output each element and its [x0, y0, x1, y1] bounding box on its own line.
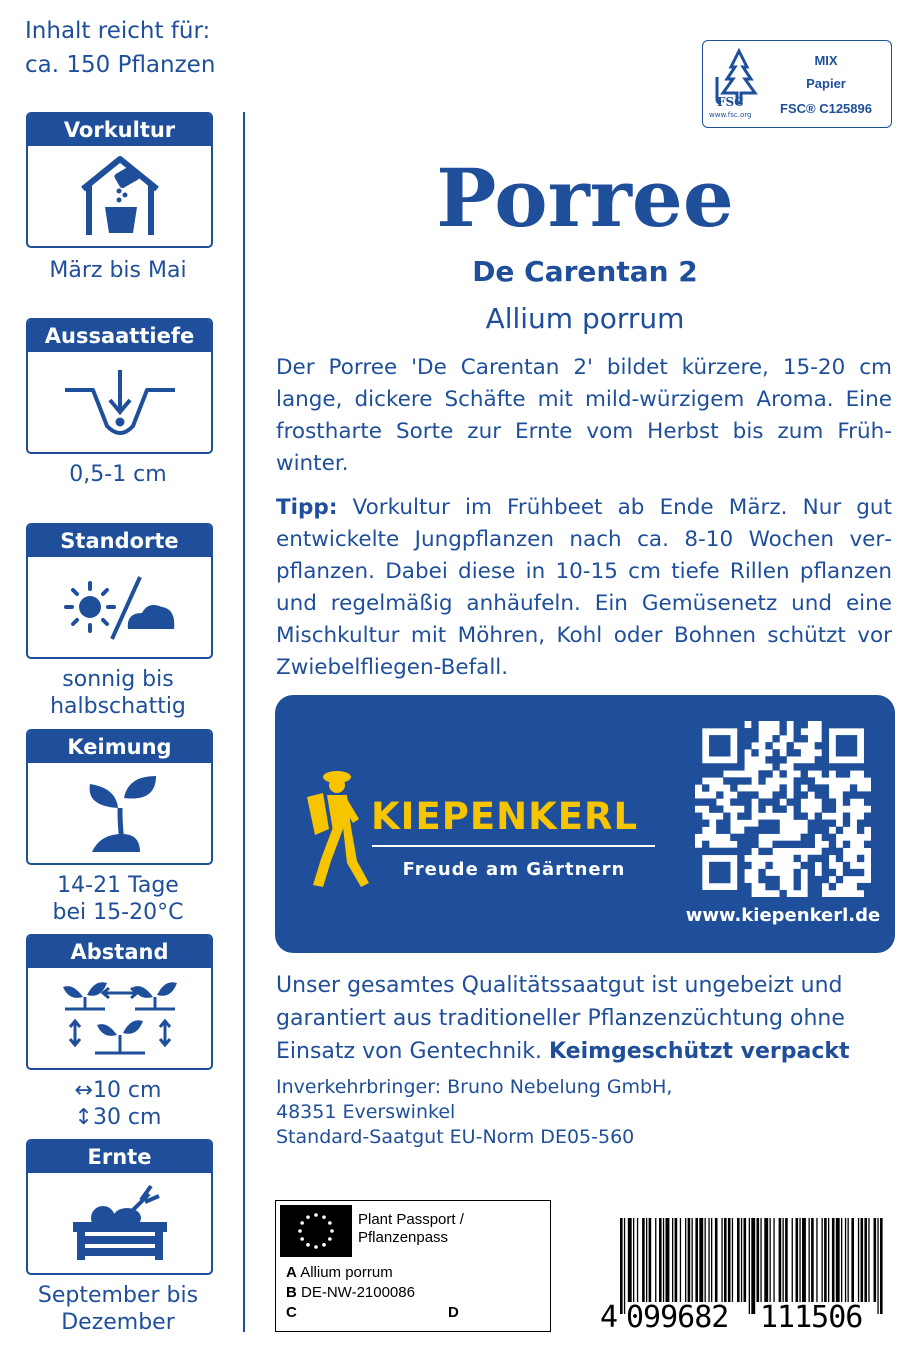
info-card-ernte: [26, 1139, 213, 1275]
legal-line: Inverkehrbringer: Bruno Nebelung GmbH,: [276, 1076, 673, 1098]
caption-line: ↔10 cm: [74, 1078, 162, 1103]
card-title: Keimung: [28, 731, 211, 763]
card-title: Vorkultur: [28, 114, 211, 146]
brand-website[interactable]: www.kiepenkerl.de: [685, 905, 881, 926]
caption-line: ↕30 cm: [74, 1105, 162, 1130]
tip-label: Tipp:: [276, 495, 338, 520]
info-card-abstand: [26, 934, 213, 1070]
card-caption-aussaattiefe: [10, 461, 226, 488]
passport-a-value: Allium porrum: [300, 1264, 393, 1281]
card-caption-abstand: [10, 1077, 226, 1131]
caption-line: sonnig bis: [62, 667, 174, 692]
plant-spacing-icon: [55, 973, 185, 1063]
info-card-keimung: [26, 729, 213, 865]
card-caption-ernte: [10, 1282, 226, 1336]
legal-line: 48351 Everswinkel: [276, 1101, 456, 1123]
sidebar-divider: [243, 112, 245, 1332]
brand-tagline: Freude am Gärtnern: [402, 859, 626, 880]
card-title: Standorte: [28, 525, 211, 557]
info-card-standorte: [26, 523, 213, 659]
quality-bold: Keimgeschützt verpackt: [549, 1039, 850, 1064]
tip-paragraph: [276, 492, 892, 684]
caption-line: Dezember: [61, 1310, 175, 1335]
qr-code[interactable]: [695, 721, 871, 897]
brand-banner: [275, 695, 895, 953]
info-card-aussaattiefe: [26, 318, 213, 454]
passport-d-label: D: [448, 1304, 459, 1321]
info-card-vorkultur: [26, 112, 213, 248]
fsc-logo-text: FSC: [717, 95, 744, 109]
fsc-url: www.fsc.org: [709, 111, 752, 119]
product-latin-name: Allium porrum: [485, 302, 685, 335]
caption-line: März bis Mai: [49, 258, 187, 283]
seed-quantity-note: [25, 14, 215, 82]
quality-text: Unser gesamtes Qualitätssaatgut ist ungebeizt und garantiert aus traditioneller Pflanzenzüchtung ohne Einsatz von Gentechnik.: [276, 973, 845, 1064]
caption-line: halbschattig: [50, 694, 186, 719]
product-variety: De Carentan 2: [472, 255, 698, 288]
fsc-papier: Papier: [806, 76, 846, 91]
card-title: Ernte: [28, 1141, 211, 1173]
tip-text: Vorkultur im Frühbeet ab Ende März. Nur gut entwickelte Jungpflanzen nach ca. 8-10 Wochen verpflanzen. Dabei diese in 10-15 cm tiefe Rillen pflanzen und regelmäßig anhäufeln. Ein Gemüsenetz und eine Mischkultur mit Möhren, Kohl oder Bohnen schützt vor Zwiebelfliegen-Befall.: [276, 495, 892, 680]
product-description: Der Porree 'De Carentan 2' bildet kürzere, 15-20 cm lange, dickere Schäfte mit mild-würzigem Aroma. Eine frostharte Sorte zur Ernte vom Herbst bis zum Frühwinter.: [276, 355, 892, 476]
barcode-group1: 099682: [626, 1300, 729, 1335]
card-title: Abstand: [28, 936, 211, 968]
plant-passport: [275, 1200, 551, 1332]
legal-info: [276, 1075, 672, 1150]
sowing-depth-icon: [55, 362, 185, 442]
product-name: Porree: [436, 151, 734, 245]
barcode-group2: 111506: [760, 1300, 863, 1335]
legal-line: Standard-Saatgut EU-Norm DE05-560: [276, 1126, 635, 1148]
sun-cloud-icon: [60, 567, 180, 647]
card-title: Aussaattiefe: [28, 320, 211, 352]
eu-flag-icon: [280, 1205, 352, 1257]
quality-statement: [276, 969, 892, 1068]
fsc-tree-icon: [709, 47, 769, 121]
fsc-mix: MIX: [814, 53, 838, 68]
passport-title: Plant Passport /: [358, 1211, 464, 1228]
hiker-logo-icon: [303, 765, 375, 895]
card-caption-standorte: [10, 666, 226, 720]
caption-line: bei 15-20°C: [52, 900, 184, 925]
harvest-crate-icon: [65, 1178, 175, 1268]
seedling-icon: [70, 768, 170, 858]
seed-quantity-label: Inhalt reicht für:: [25, 18, 211, 44]
fsc-badge: [702, 40, 892, 128]
brand-underline: [372, 845, 655, 847]
barcode-first-digit: 4: [600, 1300, 619, 1335]
card-caption-vorkultur: [10, 257, 226, 284]
brand-name: KIEPENKERL: [371, 795, 639, 838]
caption-line: September bis: [37, 1283, 199, 1308]
passport-subtitle: Pflanzenpass: [358, 1229, 449, 1246]
fsc-code: FSC® C125896: [780, 101, 872, 116]
card-caption-keimung: [10, 872, 226, 926]
passport-a-label: A: [286, 1264, 297, 1281]
caption-line: 14-21 Tage: [57, 873, 179, 898]
ean-barcode: [600, 1218, 900, 1338]
passport-b-label: B: [286, 1284, 297, 1301]
caption-line: 0,5-1 cm: [69, 462, 167, 487]
seed-quantity-value: ca. 150 Pflanzen: [25, 52, 216, 78]
passport-c-label: C: [286, 1304, 297, 1321]
greenhouse-sowing-icon: [75, 151, 165, 241]
passport-b-value: DE-NW-2100086: [301, 1284, 415, 1301]
qr-code-pattern: [695, 721, 871, 897]
